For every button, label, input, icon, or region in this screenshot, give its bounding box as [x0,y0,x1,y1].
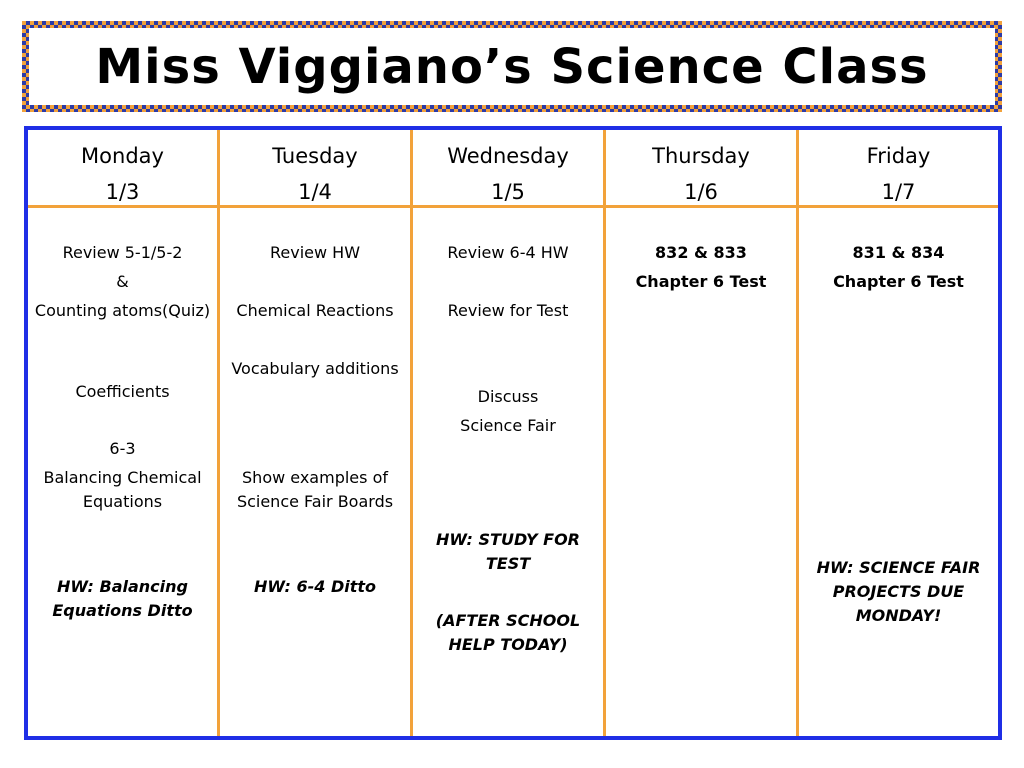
test-groups: 831 & 834 [852,243,945,262]
agenda-item: Counting atoms(Quiz) [34,301,211,320]
header-monday [28,130,220,208]
header-friday [799,130,998,208]
date-label: 1/7 [881,180,916,204]
agenda-item: 6-3 [109,439,136,458]
test-label: Chapter 6 Test [635,272,767,291]
homework-note: HW: SCIENCE FAIR PROJECTS DUE MONDAY! [816,558,981,625]
date-label: 1/4 [298,180,332,204]
agenda-item: Chemical Reactions [236,301,394,320]
thursday-agenda [606,208,799,736]
header-thursday [606,130,799,208]
homework-note: (AFTER SCHOOL HELP TODAY) [435,611,581,654]
weekly-schedule-table [24,126,1002,740]
header-wednesday [413,130,606,208]
agenda-item: Discuss [477,387,539,406]
wednesday-agenda [413,208,606,736]
date-label: 1/6 [684,180,718,204]
day-label: Friday [866,144,931,168]
agenda-item: Review for Test [447,301,569,320]
agenda-item: Coefficients [75,382,170,401]
monday-agenda [28,208,220,736]
agenda-item: Review HW [269,243,361,262]
agenda-item: & [116,272,129,291]
agenda-item: Vocabulary additions [231,359,399,378]
homework-note: HW: Balancing Equations Ditto [52,577,193,620]
friday-agenda [799,208,998,736]
agenda-item: Review 5-1/5-2 [62,243,183,262]
test-label: Chapter 6 Test [833,272,964,291]
day-label: Wednesday [447,144,569,168]
test-groups: 832 & 833 [655,243,747,262]
day-label: Tuesday [272,144,358,168]
agenda-item: Show examples of Science Fair Boards [236,468,394,511]
page-title: Miss Viggiano’s Science Class [95,38,929,95]
title-box [29,28,995,105]
agenda-item: Review 6-4 HW [447,243,569,262]
agenda-item: Science Fair [460,416,556,435]
tuesday-agenda [220,208,413,736]
header-tuesday [220,130,413,208]
agenda-item: Balancing Chemical Equations [43,468,202,511]
day-label: Thursday [652,144,750,168]
date-label: 1/5 [491,180,525,204]
title-banner [22,21,1002,112]
homework-note: HW: STUDY FOR TEST [436,530,580,573]
homework-note: HW: 6-4 Ditto [253,577,377,596]
day-label: Monday [81,144,164,168]
date-label: 1/3 [105,180,140,204]
